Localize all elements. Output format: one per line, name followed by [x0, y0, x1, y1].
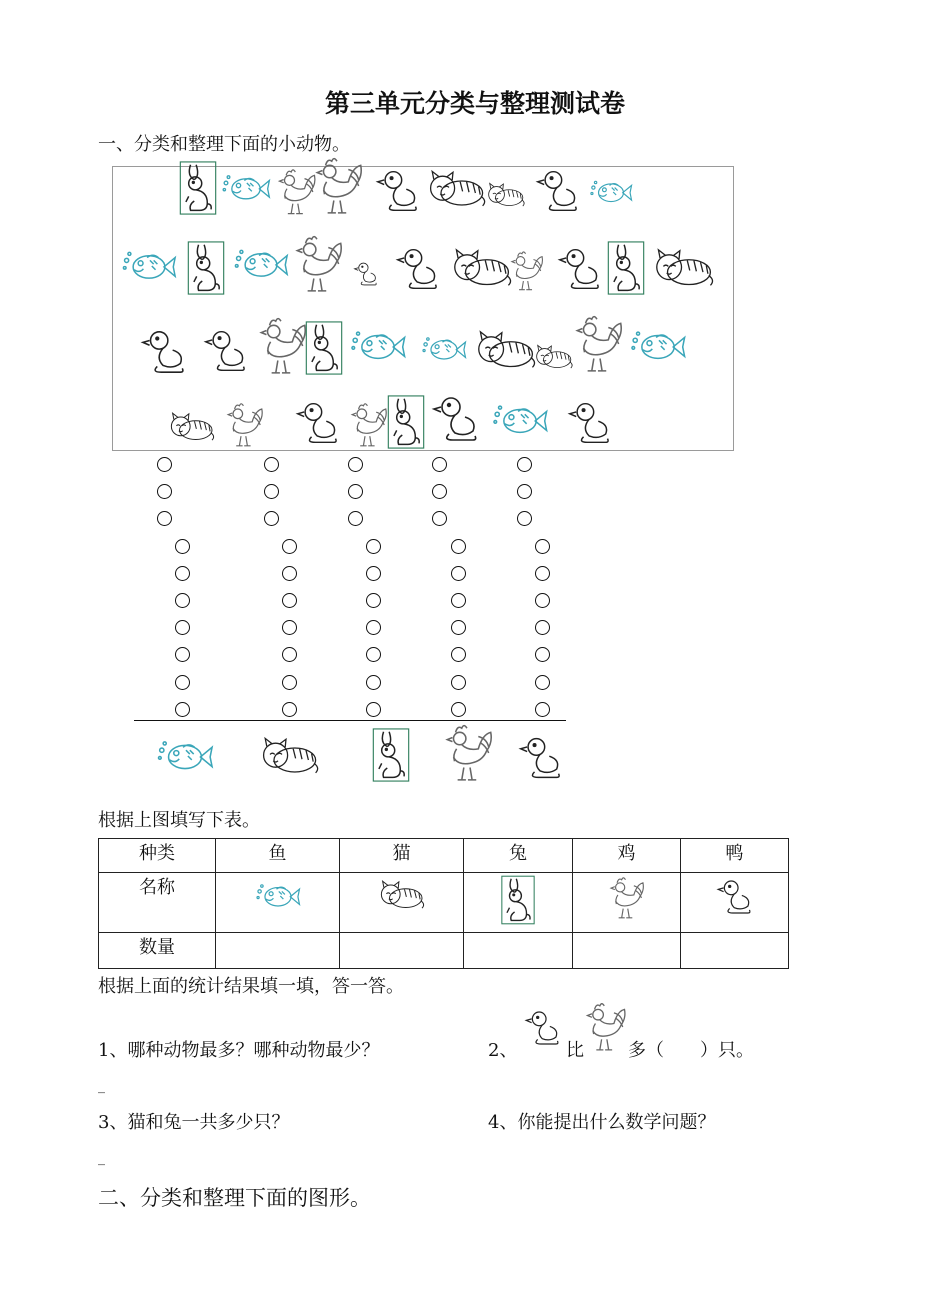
- table-row-label: 名称: [99, 873, 216, 933]
- graph-circle[interactable]: [432, 511, 447, 526]
- rooster-icon: [349, 401, 389, 449]
- duck-icon: [535, 167, 581, 215]
- table-header-cell: 鱼: [216, 839, 340, 873]
- table-header-cell: 种类: [99, 839, 216, 873]
- duck-icon: [516, 734, 566, 782]
- graph-circle[interactable]: [282, 620, 297, 635]
- rooster-icon: [219, 401, 271, 449]
- graph-circle[interactable]: [282, 539, 297, 554]
- duck-icon: [295, 399, 341, 447]
- rabbit-icon: [179, 161, 217, 215]
- fish-icon: [589, 177, 633, 207]
- graph-circle[interactable]: [264, 457, 279, 472]
- duck-icon: [395, 245, 441, 293]
- rabbit-icon: [607, 241, 645, 295]
- duck-icon: [203, 327, 249, 375]
- cat-icon: [167, 411, 217, 443]
- question-1: 1、哪种动物最多？哪种动物最少？: [98, 1040, 380, 1061]
- graph-circle[interactable]: [348, 511, 363, 526]
- table-image-cell: [464, 873, 573, 933]
- graph-circle[interactable]: [432, 457, 447, 472]
- cat-icon: [449, 247, 515, 289]
- rabbit-icon: [387, 395, 425, 449]
- fish-icon: [121, 247, 177, 285]
- question-4: 4、你能提出什么数学问题？: [488, 1112, 716, 1133]
- answer-instruction: 根据上面的统计结果填一填，答一答。: [98, 976, 404, 997]
- graph-circle[interactable]: [282, 647, 297, 662]
- count-cell[interactable]: [681, 933, 789, 969]
- graph-circle[interactable]: [175, 593, 190, 608]
- graph-circle[interactable]: [175, 539, 190, 554]
- section1-heading: 一、分类和整理下面的小动物。: [98, 134, 350, 155]
- statistics-table: [98, 838, 789, 969]
- graph-circle[interactable]: [366, 620, 381, 635]
- graph-circle[interactable]: [535, 702, 550, 717]
- graph-circle[interactable]: [348, 457, 363, 472]
- graph-circle[interactable]: [517, 511, 532, 526]
- fish-icon: [233, 245, 289, 283]
- graph-circle[interactable]: [451, 566, 466, 581]
- rooster-icon: [573, 313, 625, 375]
- rooster-icon: [442, 722, 496, 784]
- graph-circle[interactable]: [366, 647, 381, 662]
- graph-circle[interactable]: [157, 484, 172, 499]
- graph-circle[interactable]: [451, 647, 466, 662]
- fish-icon: [255, 879, 301, 913]
- graph-circle[interactable]: [348, 484, 363, 499]
- table-image-cell: [216, 873, 340, 933]
- fish-icon: [491, 401, 549, 439]
- table-row: [99, 839, 789, 873]
- graph-circle[interactable]: [535, 620, 550, 635]
- graph-circle[interactable]: [175, 566, 190, 581]
- graph-circle[interactable]: [157, 511, 172, 526]
- table-header-cell: 猫: [340, 839, 464, 873]
- graph-axis-line: [134, 720, 566, 721]
- graph-circle[interactable]: [282, 702, 297, 717]
- question-2-prefix: 2、: [488, 1040, 518, 1061]
- duck-icon: [716, 875, 754, 919]
- graph-circle[interactable]: [366, 675, 381, 690]
- graph-circle[interactable]: [535, 593, 550, 608]
- cat-icon: [258, 734, 322, 778]
- cat-icon: [485, 181, 527, 209]
- graph-circle[interactable]: [366, 539, 381, 554]
- cat-icon: [425, 169, 489, 209]
- table-image-cell: [573, 873, 681, 933]
- question-3: 3、猫和兔一共多少只？: [98, 1112, 290, 1133]
- cat-icon: [473, 329, 539, 371]
- section2-heading: 二、分类和整理下面的图形。: [98, 1186, 371, 1210]
- graph-circle[interactable]: [451, 539, 466, 554]
- duck-icon: [557, 245, 603, 293]
- graph-circle[interactable]: [535, 566, 550, 581]
- duck-icon: [353, 259, 379, 289]
- fish-icon: [349, 327, 407, 365]
- table-header-cell: 兔: [464, 839, 573, 873]
- graph-circle[interactable]: [175, 647, 190, 662]
- graph-circle[interactable]: [366, 593, 381, 608]
- duck-icon: [139, 327, 189, 377]
- graph-circle[interactable]: [366, 566, 381, 581]
- page-title: 第三单元分类与整理测试卷: [324, 89, 625, 118]
- cat-icon: [533, 343, 575, 371]
- duck-icon: [375, 167, 421, 215]
- graph-circle[interactable]: [451, 593, 466, 608]
- graph-circle[interactable]: [451, 620, 466, 635]
- answer-blank[interactable]: _: [98, 1150, 105, 1166]
- rooster-icon: [608, 875, 646, 921]
- graph-circle[interactable]: [451, 702, 466, 717]
- duck-icon: [524, 1002, 562, 1054]
- graph-circle[interactable]: [282, 675, 297, 690]
- rooster-icon: [257, 315, 309, 377]
- fish-icon: [156, 734, 214, 778]
- count-cell[interactable]: [464, 933, 573, 969]
- graph-circle[interactable]: [451, 675, 466, 690]
- table-row: [99, 873, 789, 933]
- animal-picture-box: [112, 166, 734, 451]
- graph-circle[interactable]: [175, 620, 190, 635]
- table-instruction: 根据上图填写下表。: [98, 810, 260, 831]
- graph-circle[interactable]: [282, 593, 297, 608]
- graph-circle[interactable]: [157, 457, 172, 472]
- cat-icon: [651, 247, 717, 289]
- fish-icon: [221, 171, 271, 205]
- table-header-cell: 鸡: [573, 839, 681, 873]
- question-2-suffix: 多（ ）只。: [628, 1040, 754, 1061]
- table-header-cell: 鸭: [681, 839, 789, 873]
- graph-circle[interactable]: [264, 511, 279, 526]
- rooster-icon: [584, 998, 628, 1056]
- graph-circle[interactable]: [535, 647, 550, 662]
- cat-icon: [377, 877, 427, 913]
- graph-circle[interactable]: [517, 484, 532, 499]
- rooster-icon: [313, 155, 365, 217]
- rooster-icon: [509, 249, 545, 293]
- graph-circle[interactable]: [264, 484, 279, 499]
- graph-circle[interactable]: [517, 457, 532, 472]
- graph-circle[interactable]: [535, 675, 550, 690]
- duck-icon: [567, 399, 613, 447]
- answer-blank[interactable]: _: [98, 1078, 105, 1094]
- rabbit-icon: [501, 875, 535, 925]
- rabbit-icon: [372, 728, 410, 782]
- rabbit-icon: [187, 241, 225, 295]
- count-cell[interactable]: [216, 933, 340, 969]
- question-2-middle: 比: [566, 1040, 584, 1061]
- graph-circle[interactable]: [175, 675, 190, 690]
- count-cell[interactable]: [573, 933, 681, 969]
- fish-icon: [421, 333, 467, 365]
- graph-circle[interactable]: [432, 484, 447, 499]
- table-row-label: 数量: [99, 933, 216, 969]
- table-row: [99, 933, 789, 969]
- table-image-cell: [681, 873, 789, 933]
- graph-circle[interactable]: [366, 702, 381, 717]
- graph-circle[interactable]: [175, 702, 190, 717]
- duck-icon: [431, 393, 481, 445]
- rabbit-icon: [305, 321, 343, 375]
- graph-circle[interactable]: [535, 539, 550, 554]
- fish-icon: [629, 327, 687, 365]
- count-cell[interactable]: [340, 933, 464, 969]
- table-image-cell: [340, 873, 464, 933]
- graph-circle[interactable]: [282, 566, 297, 581]
- rooster-icon: [293, 233, 345, 295]
